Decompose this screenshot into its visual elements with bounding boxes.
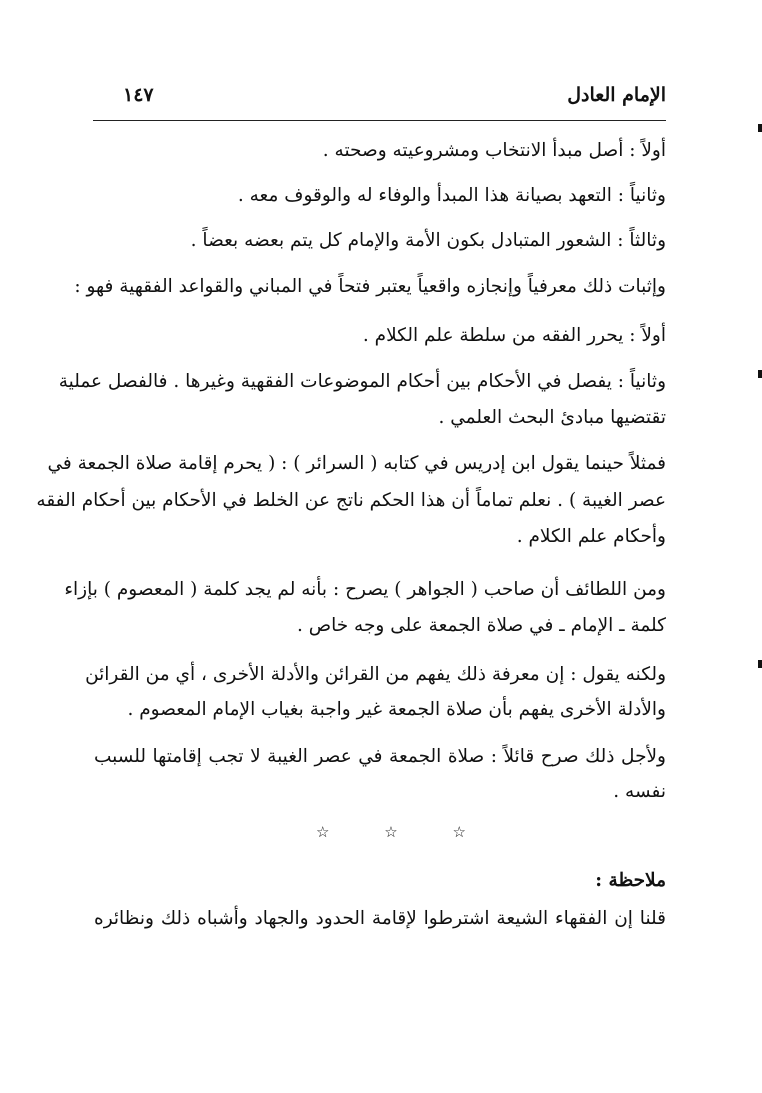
text-line: وثالثاً : الشعور المتبادل بكون الأمة والإمام كل يتم بعضه بعضاً . bbox=[190, 230, 666, 251]
header-rule bbox=[93, 120, 666, 121]
page-number: ١٤٧ bbox=[123, 84, 154, 106]
text-line: وإثبات ذلك معرفياً وإنجازه واقعياً يعتبر فتحاً في المباني والقواعد الفقهية فهو : bbox=[74, 276, 666, 297]
text-line: عصر الغيبة ) . نعلم تماماً أن هذا الحكم ناتج عن الخلط في الأحكام بين أحكام الفقه bbox=[36, 490, 666, 511]
text-line: ولأجل ذلك صرح قائلاً : صلاة الجمعة في عصر الغيبة لا تجب إقامتها للسبب bbox=[94, 746, 666, 767]
text-line: كلمة ـ الإمام ـ في صلاة الجمعة على وجه خاص . bbox=[296, 615, 666, 636]
star-icon: ☆ bbox=[452, 823, 466, 841]
text-line: وأحكام علم الكلام . bbox=[516, 526, 666, 547]
text-line: وثانياً : يفصل في الأحكام بين أحكام الموضوعات الفقهية وغيرها . فالفصل عملية bbox=[58, 371, 666, 392]
running-title: الإمام العادل bbox=[567, 84, 666, 106]
scan-edge-mark bbox=[758, 370, 762, 378]
star-icon: ☆ bbox=[316, 823, 330, 841]
note-heading: ملاحظة : bbox=[595, 870, 666, 891]
text-line: ومن اللطائف أن صاحب ( الجواهر ) يصرح : بأنه لم يجد كلمة ( المعصوم ) بإزاء bbox=[64, 579, 666, 600]
section-separator bbox=[316, 823, 466, 841]
scan-edge-mark bbox=[758, 124, 762, 132]
text-line: قلنا إن الفقهاء الشيعة اشترطوا لإقامة الحدود والجهاد وأشباه ذلك ونظائره bbox=[94, 908, 666, 929]
text-line: نفسه . bbox=[613, 781, 666, 802]
text-line: فمثلاً حينما يقول ابن إدريس في كتابه ( السرائر ) : ( يحرم إقامة صلاة الجمعة في bbox=[47, 453, 666, 474]
text-line: تقتضيها مبادئ البحث العلمي . bbox=[438, 407, 666, 428]
text-line: أولاً : أصل مبدأ الانتخاب ومشروعيته وصحته . bbox=[322, 140, 666, 161]
text-line: وثانياً : التعهد بصيانة هذا المبدأ والوفاء له والوقوف معه . bbox=[237, 185, 666, 206]
scan-edge-mark bbox=[758, 660, 762, 668]
page-header bbox=[93, 84, 666, 120]
text-line: والأدلة الأخرى يفهم بأن صلاة الجمعة غير واجبة بغياب الإمام المعصوم . bbox=[127, 699, 666, 720]
text-line: أولاً : يحرر الفقه من سلطة علم الكلام . bbox=[362, 325, 666, 346]
star-icon: ☆ bbox=[384, 823, 398, 841]
text-line: ولكنه يقول : إن معرفة ذلك يفهم من القرائن والأدلة الأخرى ، أي من القرائن bbox=[85, 664, 666, 685]
